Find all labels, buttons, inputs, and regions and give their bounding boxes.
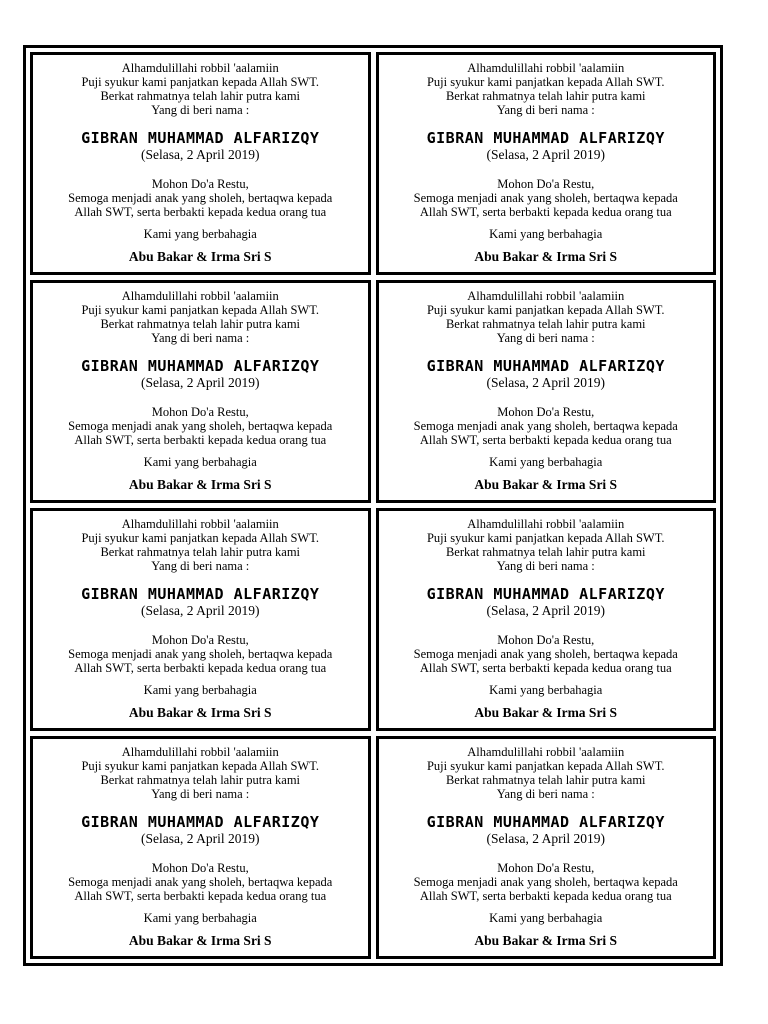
baby-name: GIBRAN MUHAMMAD ALFARIZQY bbox=[81, 129, 320, 147]
signoff-line: Kami yang berbahagia bbox=[143, 911, 257, 925]
announcement-line: Berkat rahmatnya telah lahir putra kami bbox=[445, 89, 646, 103]
signoff-line: Kami yang berbahagia bbox=[489, 911, 603, 925]
opening-line: Alhamdulillahi robbil 'aalamiin bbox=[121, 61, 279, 75]
birth-date: (Selasa, 2 April 2019) bbox=[141, 147, 260, 162]
announcement-line: Berkat rahmatnya telah lahir putra kami bbox=[445, 773, 646, 787]
announcement-card bbox=[30, 280, 371, 503]
signoff-line: Kami yang berbahagia bbox=[143, 227, 257, 241]
gratitude-line: Puji syukur kami panjatkan kepada Allah SWT. bbox=[426, 75, 665, 89]
prayer-line-1: Semoga menjadi anak yang sholeh, bertaqwa kepada bbox=[413, 419, 678, 433]
named-label: Yang di beri nama : bbox=[151, 103, 250, 117]
baby-name: GIBRAN MUHAMMAD ALFARIZQY bbox=[426, 357, 665, 375]
gratitude-line: Puji syukur kami panjatkan kepada Allah SWT. bbox=[81, 759, 320, 773]
parents-names: Abu Bakar & Irma Sri S bbox=[128, 477, 272, 492]
announcement-line: Berkat rahmatnya telah lahir putra kami bbox=[445, 545, 646, 559]
baby-name: GIBRAN MUHAMMAD ALFARIZQY bbox=[81, 357, 320, 375]
prayer-line-1: Semoga menjadi anak yang sholeh, bertaqwa kepada bbox=[68, 647, 333, 661]
opening-line: Alhamdulillahi robbil 'aalamiin bbox=[467, 517, 625, 531]
opening-line: Alhamdulillahi robbil 'aalamiin bbox=[467, 61, 625, 75]
baby-name: GIBRAN MUHAMMAD ALFARIZQY bbox=[81, 585, 320, 603]
parents-names: Abu Bakar & Irma Sri S bbox=[128, 249, 272, 264]
request-line: Mohon Do'a Restu, bbox=[497, 633, 595, 647]
gratitude-line: Puji syukur kami panjatkan kepada Allah SWT. bbox=[426, 303, 665, 317]
baby-name: GIBRAN MUHAMMAD ALFARIZQY bbox=[426, 129, 665, 147]
parents-names: Abu Bakar & Irma Sri S bbox=[474, 705, 618, 720]
named-label: Yang di beri nama : bbox=[496, 787, 595, 801]
request-line: Mohon Do'a Restu, bbox=[151, 405, 249, 419]
named-label: Yang di beri nama : bbox=[496, 103, 595, 117]
named-label: Yang di beri nama : bbox=[151, 331, 250, 345]
request-line: Mohon Do'a Restu, bbox=[151, 861, 249, 875]
prayer-line-2: Allah SWT, serta berbakti kepada kedua orang tua bbox=[419, 889, 672, 903]
birth-date: (Selasa, 2 April 2019) bbox=[141, 603, 260, 618]
opening-line: Alhamdulillahi robbil 'aalamiin bbox=[121, 745, 279, 759]
prayer-line-2: Allah SWT, serta berbakti kepada kedua orang tua bbox=[419, 661, 672, 675]
prayer-line-1: Semoga menjadi anak yang sholeh, bertaqwa kepada bbox=[413, 647, 678, 661]
signoff-line: Kami yang berbahagia bbox=[489, 227, 603, 241]
announcement-card bbox=[30, 508, 371, 731]
opening-line: Alhamdulillahi robbil 'aalamiin bbox=[467, 289, 625, 303]
birth-date: (Selasa, 2 April 2019) bbox=[486, 375, 605, 390]
prayer-line-2: Allah SWT, serta berbakti kepada kedua orang tua bbox=[74, 661, 327, 675]
prayer-line-1: Semoga menjadi anak yang sholeh, bertaqwa kepada bbox=[413, 191, 678, 205]
birth-date: (Selasa, 2 April 2019) bbox=[141, 375, 260, 390]
gratitude-line: Puji syukur kami panjatkan kepada Allah SWT. bbox=[81, 75, 320, 89]
announcement-card bbox=[376, 52, 717, 275]
announcement-line: Berkat rahmatnya telah lahir putra kami bbox=[100, 317, 301, 331]
announcement-line: Berkat rahmatnya telah lahir putra kami bbox=[100, 545, 301, 559]
prayer-line-1: Semoga menjadi anak yang sholeh, bertaqwa kepada bbox=[68, 419, 333, 433]
named-label: Yang di beri nama : bbox=[151, 559, 250, 573]
baby-name: GIBRAN MUHAMMAD ALFARIZQY bbox=[81, 813, 320, 831]
parents-names: Abu Bakar & Irma Sri S bbox=[128, 705, 272, 720]
named-label: Yang di beri nama : bbox=[496, 331, 595, 345]
signoff-line: Kami yang berbahagia bbox=[489, 455, 603, 469]
baby-name: GIBRAN MUHAMMAD ALFARIZQY bbox=[426, 585, 665, 603]
announcement-line: Berkat rahmatnya telah lahir putra kami bbox=[100, 89, 301, 103]
request-line: Mohon Do'a Restu, bbox=[497, 405, 595, 419]
baby-name: GIBRAN MUHAMMAD ALFARIZQY bbox=[426, 813, 665, 831]
signoff-line: Kami yang berbahagia bbox=[143, 455, 257, 469]
gratitude-line: Puji syukur kami panjatkan kepada Allah SWT. bbox=[81, 531, 320, 545]
birth-date: (Selasa, 2 April 2019) bbox=[486, 147, 605, 162]
request-line: Mohon Do'a Restu, bbox=[151, 633, 249, 647]
prayer-line-1: Semoga menjadi anak yang sholeh, bertaqwa kepada bbox=[413, 875, 678, 889]
announcement-card bbox=[30, 736, 371, 959]
birth-date: (Selasa, 2 April 2019) bbox=[486, 831, 605, 846]
signoff-line: Kami yang berbahagia bbox=[489, 683, 603, 697]
prayer-line-2: Allah SWT, serta berbakti kepada kedua orang tua bbox=[419, 433, 672, 447]
opening-line: Alhamdulillahi robbil 'aalamiin bbox=[121, 289, 279, 303]
prayer-line-1: Semoga menjadi anak yang sholeh, bertaqwa kepada bbox=[68, 875, 333, 889]
parents-names: Abu Bakar & Irma Sri S bbox=[474, 477, 618, 492]
named-label: Yang di beri nama : bbox=[496, 559, 595, 573]
announcement-line: Berkat rahmatnya telah lahir putra kami bbox=[445, 317, 646, 331]
prayer-line-2: Allah SWT, serta berbakti kepada kedua orang tua bbox=[74, 433, 327, 447]
gratitude-line: Puji syukur kami panjatkan kepada Allah SWT. bbox=[426, 759, 665, 773]
announcement-card bbox=[376, 736, 717, 959]
gratitude-line: Puji syukur kami panjatkan kepada Allah SWT. bbox=[426, 531, 665, 545]
opening-line: Alhamdulillahi robbil 'aalamiin bbox=[467, 745, 625, 759]
request-line: Mohon Do'a Restu, bbox=[497, 177, 595, 191]
announcement-card bbox=[30, 52, 371, 275]
birth-date: (Selasa, 2 April 2019) bbox=[486, 603, 605, 618]
parents-names: Abu Bakar & Irma Sri S bbox=[128, 933, 272, 948]
prayer-line-1: Semoga menjadi anak yang sholeh, bertaqwa kepada bbox=[68, 191, 333, 205]
announcement-card bbox=[376, 508, 717, 731]
announcement-card bbox=[376, 280, 717, 503]
prayer-line-2: Allah SWT, serta berbakti kepada kedua orang tua bbox=[74, 889, 327, 903]
named-label: Yang di beri nama : bbox=[151, 787, 250, 801]
gratitude-line: Puji syukur kami panjatkan kepada Allah SWT. bbox=[81, 303, 320, 317]
parents-names: Abu Bakar & Irma Sri S bbox=[474, 933, 618, 948]
birth-date: (Selasa, 2 April 2019) bbox=[141, 831, 260, 846]
announcement-line: Berkat rahmatnya telah lahir putra kami bbox=[100, 773, 301, 787]
parents-names: Abu Bakar & Irma Sri S bbox=[474, 249, 618, 264]
signoff-line: Kami yang berbahagia bbox=[143, 683, 257, 697]
opening-line: Alhamdulillahi robbil 'aalamiin bbox=[121, 517, 279, 531]
label-sheet bbox=[23, 45, 723, 966]
prayer-line-2: Allah SWT, serta berbakti kepada kedua orang tua bbox=[74, 205, 327, 219]
request-line: Mohon Do'a Restu, bbox=[497, 861, 595, 875]
prayer-line-2: Allah SWT, serta berbakti kepada kedua orang tua bbox=[419, 205, 672, 219]
request-line: Mohon Do'a Restu, bbox=[151, 177, 249, 191]
